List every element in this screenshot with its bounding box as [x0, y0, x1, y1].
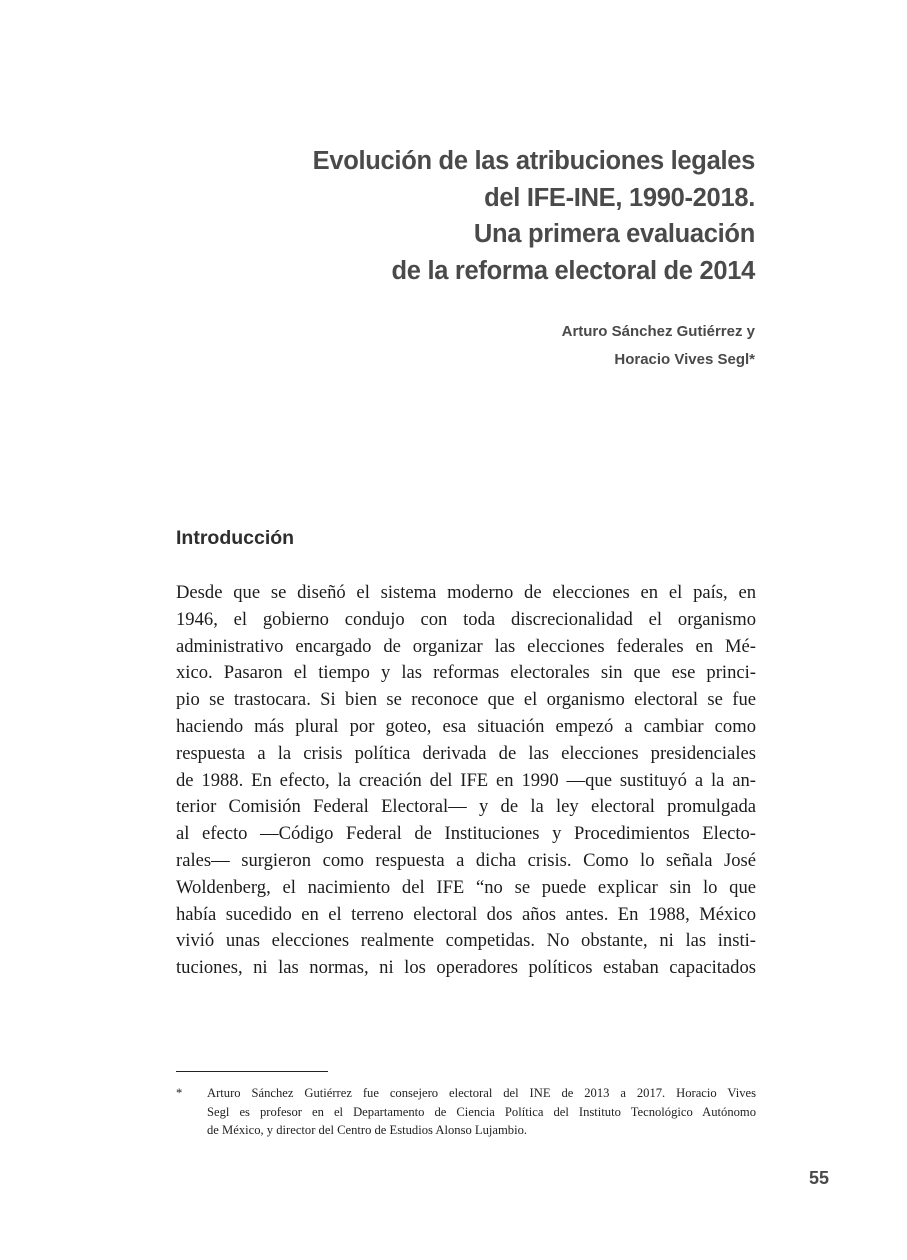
footnote-text [207, 1084, 756, 1140]
author-name: Horacio Vives Segl* [614, 351, 755, 368]
footnote-marker: * [176, 1086, 183, 1100]
footnote-line: Arturo Sánchez Gutiérrez fue consejero electoral del INE de 2013 a 2017. Horacio Vives [207, 1086, 756, 1100]
body-line: Desde que se diseñó el sistema moderno de elecciones en el país, en [176, 582, 756, 603]
chapter-title-line: Evolución de las atribuciones legales [312, 147, 755, 175]
body-line: había sucedido en el terreno electoral dos años antes. En 1988, México [176, 903, 756, 925]
body-line: rales— surgieron como respuesta a dicha crisis. Como lo señala José [176, 849, 756, 871]
body-line: respuesta a la crisis política derivada de las elecciones presidenciales [176, 742, 756, 764]
body-line: tuciones, ni las normas, ni los operadores políticos estaban capacitados [176, 957, 756, 979]
footnote-line: de México, y director del Centro de Estudios Alonso Lujambio. [207, 1123, 528, 1138]
footnote-line: Segl es profesor en el Departamento de Ciencia Política del Instituto Tecnológico Autónomo [207, 1104, 756, 1119]
body-line: administrativo encargado de organizar las elecciones federales en Mé- [176, 635, 756, 657]
footnote-divider [176, 1071, 328, 1072]
body-line: vivió unas elecciones realmente competidas. No obstante, ni las insti- [176, 930, 756, 952]
body-line: terior Comisión Federal Electoral— y de la ley electoral promulgada [176, 796, 756, 818]
body-line: Woldenberg, el nacimiento del IFE “no se puede explicar sin lo que [176, 876, 756, 898]
chapter-title [235, 143, 755, 289]
body-line: de 1988. En efecto, la creación del IFE en 1990 —que sustituyó a la an- [176, 769, 756, 791]
section-heading: Introducción [176, 527, 295, 549]
body-paragraph [176, 580, 756, 982]
body-line: pio se trastocara. Si bien se reconoce que el organismo electoral se fue [176, 689, 756, 711]
body-line: haciendo más plural por goteo, esa situación empezó a cambiar como [176, 715, 756, 737]
author-byline [355, 318, 755, 374]
chapter-title-line: del IFE-INE, 1990-2018. [484, 183, 755, 212]
body-line: al efecto —Código Federal de Instituciones y Procedimientos Electo- [176, 823, 756, 845]
page-number: 55 [808, 1168, 829, 1188]
body-line: 1946, el gobierno condujo con toda discrecionalidad el organismo [176, 608, 756, 630]
body-line: xico. Pasaron el tiempo y las reformas electorales sin que ese princi- [176, 662, 756, 684]
chapter-title-line: de la reforma electoral de 2014 [391, 256, 755, 285]
author-name: Arturo Sánchez Gutiérrez y [561, 323, 755, 340]
chapter-title-line: Una primera evaluación [473, 220, 755, 248]
